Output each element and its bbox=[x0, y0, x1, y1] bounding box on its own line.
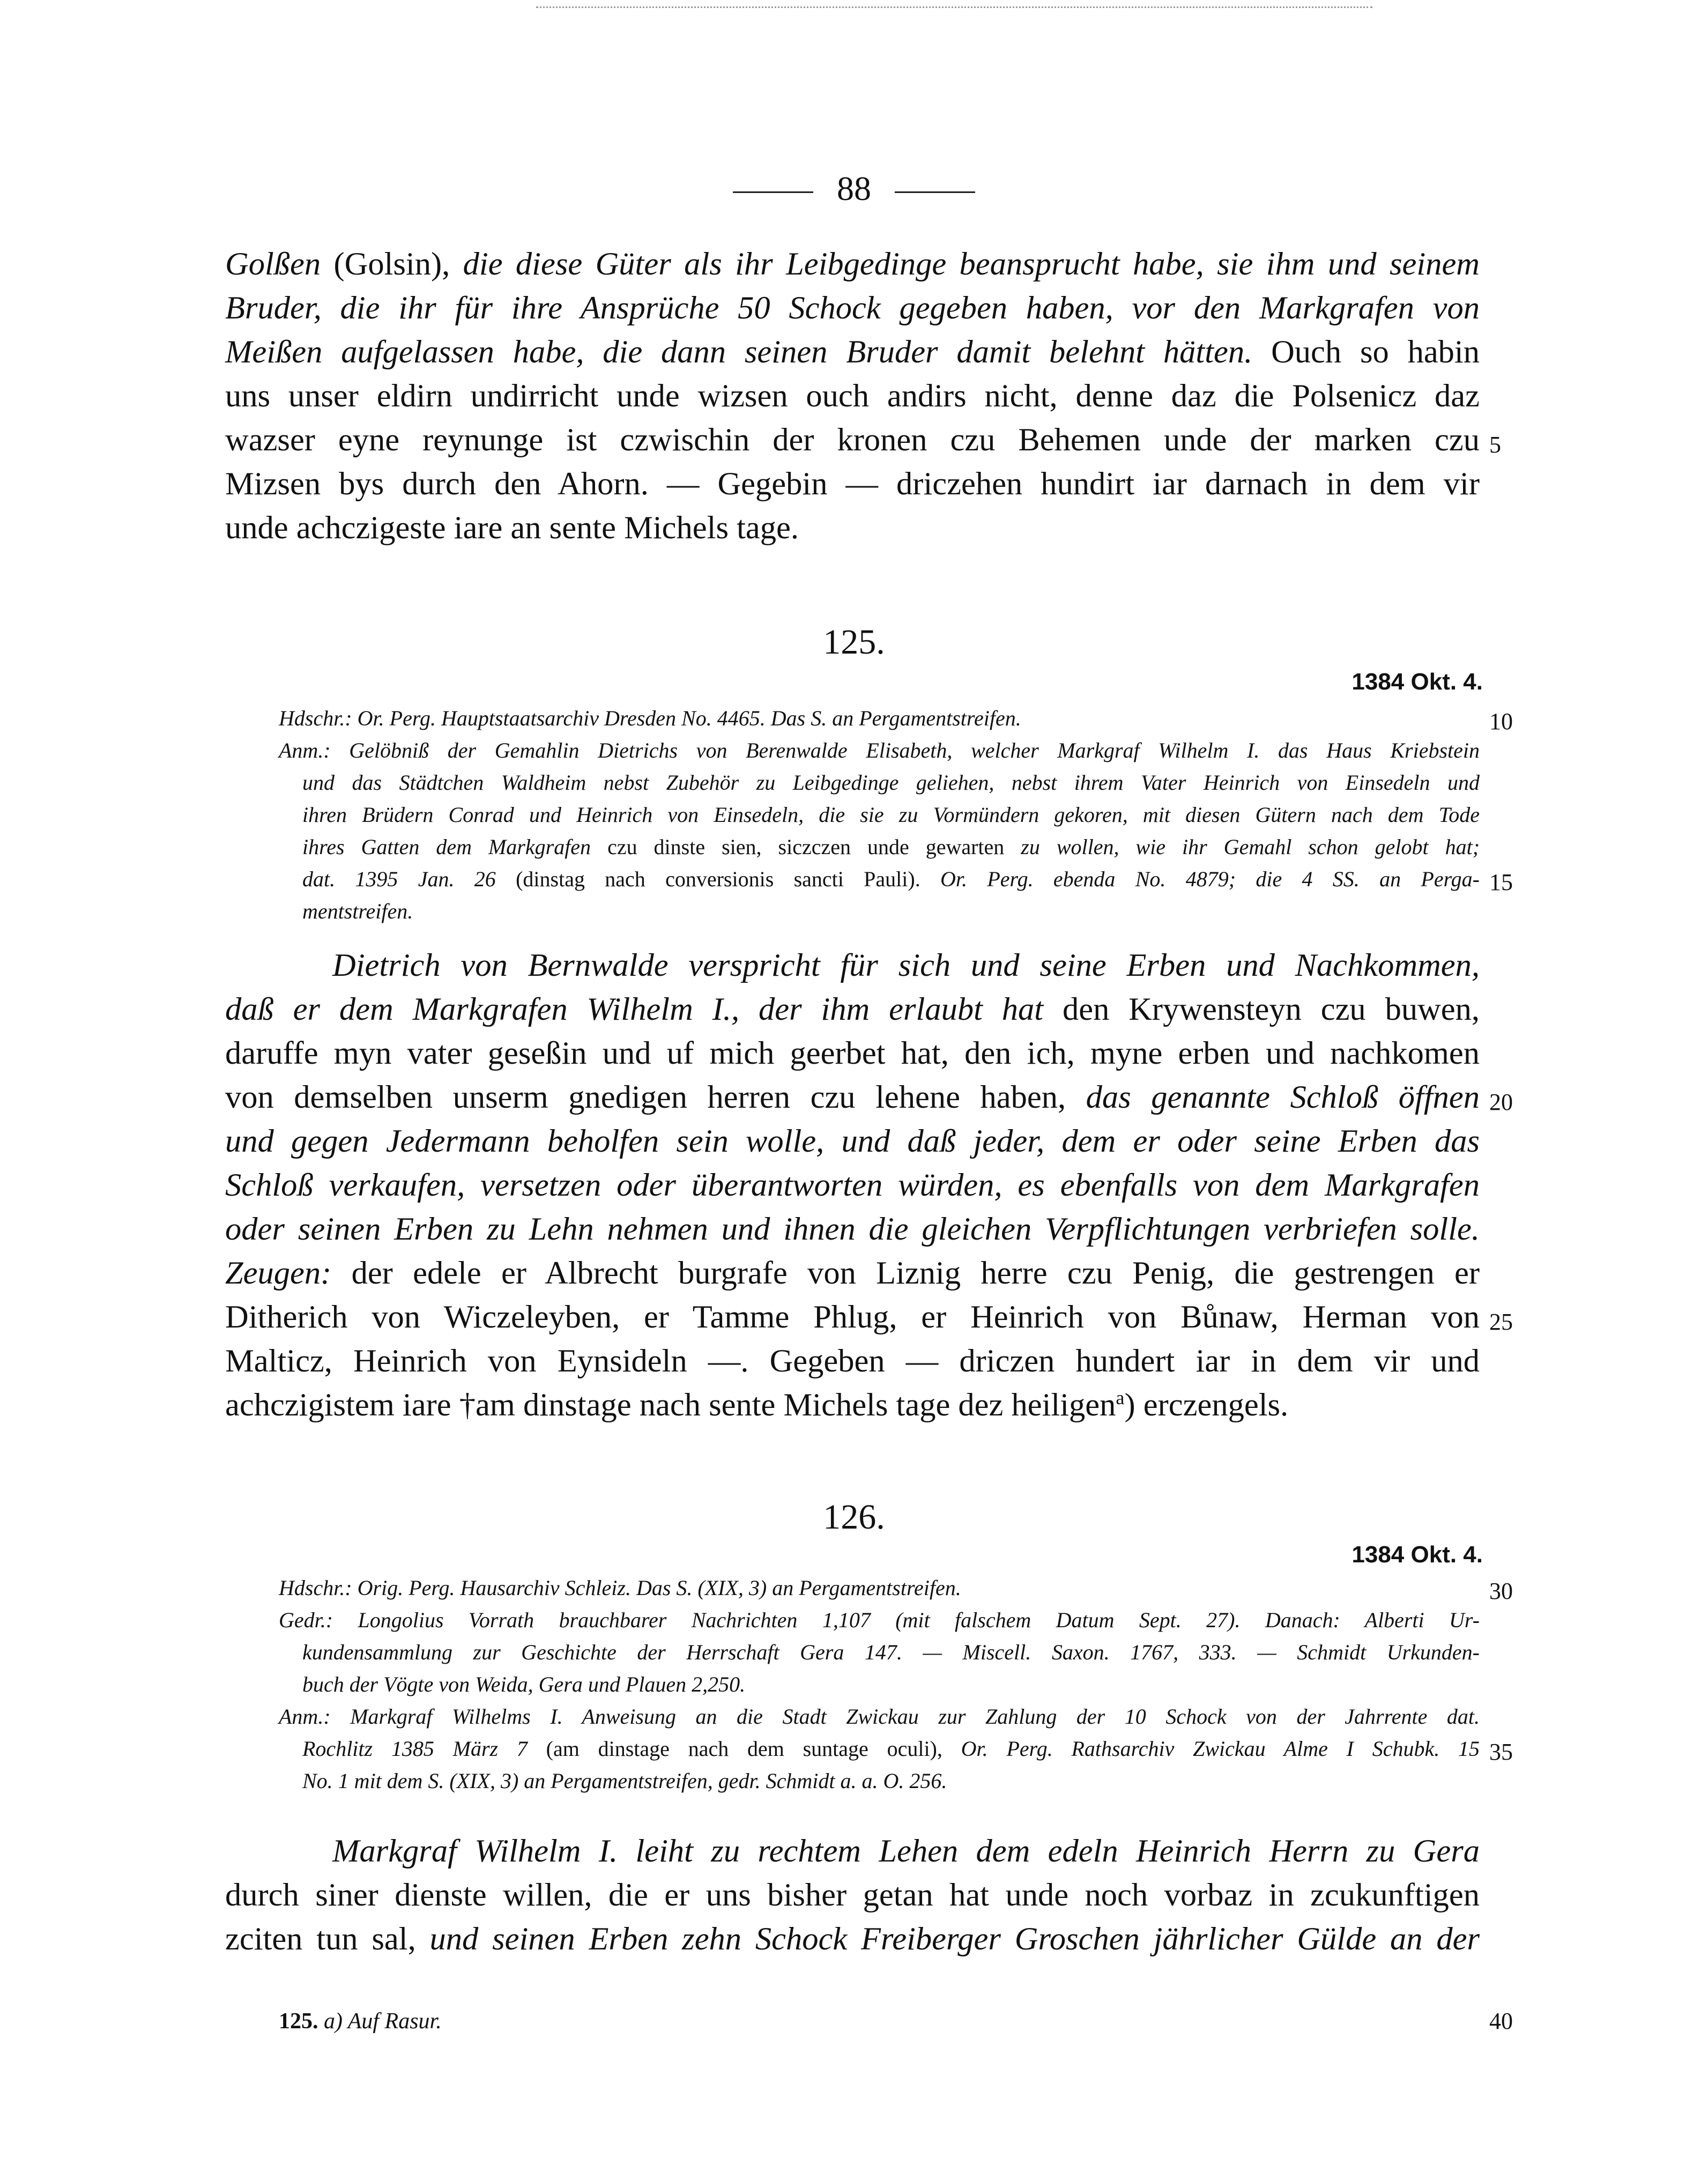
prose-line: uns unser eldirn undirricht unde wizsen ouch andirs nicht, denne daz die Polsenicz daz bbox=[225, 378, 1480, 414]
note-annotation: Anm.: Markgraf Wilhelms I. Anweisung an die Stadt Zwickau zur Zahlung der 10 Schock von der Jahrrente dat. bbox=[279, 1704, 1480, 1729]
prose-line: Golßen (Golsin), die diese Güter als ihr Leibgedinge beansprucht habe, sie ihm und seinem bbox=[225, 246, 1480, 282]
prose-line: von demselben unserm gnedigen herren czu lehene haben, das genannte Schloß öffnen bbox=[225, 1079, 1480, 1115]
regest-126 bbox=[225, 1829, 1480, 1961]
note-annotation-line: dat. 1395 Jan. 26 (dinstag nach conversionis sancti Pauli). Or. Perg. ebenda No. 4879; die 4 SS. an Perga- bbox=[302, 867, 1480, 891]
regest-125 bbox=[225, 944, 1480, 1427]
note-print: Gedr.: Longolius Vorrath brauchbarer Nachrichten 1,107 (mit falschem Datum Sept. 27). Danach: Alberti Ur- bbox=[279, 1608, 1480, 1632]
line-number-5: 5 bbox=[1489, 432, 1501, 458]
note-annotation: Anm.: Gelöbniß der Gemahlin Dietrichs von Berenwalde Elisabeth, welcher Markgraf Wilhelm I. das Haus Kriebstein bbox=[279, 738, 1480, 762]
prose-line: oder seinen Erben zu Lehn nehmen und ihnen die gleichen Verpflichtungen verbriefen solle. bbox=[225, 1211, 1480, 1247]
note-annotation-line: No. 1 mit dem S. (XIX, 3) an Pergamentstreifen, gedr. Schmidt a. a. O. 256. bbox=[302, 1769, 947, 1793]
top-edge-rule bbox=[536, 6, 1372, 8]
prose-line: Bruder, die ihr für ihre Ansprüche 50 Schock gegeben haben, vor den Markgrafen von bbox=[225, 290, 1480, 326]
note-manuscript: Hdschr.: Orig. Perg. Hausarchiv Schleiz. Das S. (XIX, 3) an Pergamentstreifen. bbox=[279, 1576, 961, 1600]
line-number-10: 10 bbox=[1489, 708, 1513, 735]
prose-line: Dietrich von Bernwalde verspricht für sich und seine Erben und Nachkommen, bbox=[332, 947, 1480, 983]
apparatus-125 bbox=[279, 702, 1480, 928]
footnote-marker: a bbox=[1116, 1386, 1125, 1408]
note-manuscript: Hdschr.: Or. Perg. Hauptstaatsarchiv Dresden No. 4465. Das S. an Pergamentstreifen. bbox=[279, 706, 1021, 730]
line-number-40: 40 bbox=[1489, 2008, 1513, 2034]
prose-line: daruffe myn vater geseßin und uf mich geerbet hat, den ich, myne erben und nachkomen bbox=[225, 1035, 1480, 1071]
line-number-15: 15 bbox=[1489, 869, 1513, 895]
note-annotation-line: Rochlitz 1385 März 7 (am dinstage nach dem suntage oculi), Or. Perg. Rathsarchiv Zwickau Alme I Schubk. 15 bbox=[302, 1737, 1480, 1761]
prose-line: Ditherich von Wiczeleyben, er Tamme Phlug, er Heinrich von Bůnaw, Herman von bbox=[225, 1299, 1480, 1335]
prose-line: durch siner dienste willen, die er uns bisher getan hat unde noch vorbaz in zcukunftigen bbox=[225, 1877, 1480, 1913]
line-number-25: 25 bbox=[1489, 1309, 1513, 1335]
prose-line: Meißen aufgelassen habe, die dann seinen Bruder damit belehnt hätten. Ouch so habin bbox=[225, 334, 1480, 370]
prose-line: daß er dem Markgrafen Wilhelm I., der ihm erlaubt hat den Krywensteyn czu buwen, bbox=[225, 991, 1480, 1027]
line-number-35: 35 bbox=[1489, 1739, 1513, 1765]
note-annotation-line: mentstreifen. bbox=[302, 899, 413, 923]
page-number-dash-left bbox=[733, 191, 813, 193]
document-date-125: 1384 Okt. 4. bbox=[1351, 669, 1483, 695]
document-number-126: 126. bbox=[823, 1497, 885, 1537]
prose-line: achczigistem iare †am dinstage nach sente Michels tage dez heiligen$^a$) erczengels. bbox=[225, 1386, 1289, 1423]
prose-line: zciten tun sal, und seinen Erben zehn Schock Freiberger Groschen jährlicher Gülde an der bbox=[225, 1921, 1480, 1957]
note-annotation-line: ihren Brüdern Conrad und Heinrich von Einsedeln, die sie zu Vormündern gekoren, mit diesen Gütern nach dem Tode bbox=[302, 803, 1480, 827]
prose-continuation bbox=[225, 242, 1480, 550]
note-annotation-line: und das Städtchen Waldheim nebst Zubehör zu Leibgedinge geliehen, nebst ihrem Vater Heinrich von Einsedeln und bbox=[302, 770, 1480, 795]
page-number-dash-right bbox=[895, 191, 975, 193]
document-date-126: 1384 Okt. 4. bbox=[1351, 1541, 1483, 1568]
document-number-125: 125. bbox=[823, 622, 885, 662]
line-number-30: 30 bbox=[1489, 1578, 1513, 1604]
prose-line: Zeugen: der edele er Albrecht burgrafe von Liznig herre czu Penig, die gestrengen er bbox=[225, 1255, 1480, 1291]
prose-line: Schloß verkaufen, versetzen oder überantworten würden, es ebenfalls von dem Markgrafen bbox=[225, 1167, 1480, 1203]
apparatus-126 bbox=[279, 1572, 1480, 1797]
note-print-line: buch der Vögte von Weida, Gera und Plauen 2,250. bbox=[302, 1672, 746, 1696]
prose-line: und gegen Jedermann beholfen sein wolle, und daß jeder, dem er oder seine Erben das bbox=[225, 1123, 1480, 1159]
footnote: 125. a) Auf Rasur. bbox=[279, 2009, 442, 2034]
prose-line: Markgraf Wilhelm I. leiht zu rechtem Lehen dem edeln Heinrich Herrn zu Gera bbox=[332, 1833, 1480, 1869]
prose-line: Malticz, Heinrich von Eynsideln —. Gegeben — driczen hundert iar in dem vir und bbox=[225, 1343, 1480, 1379]
prose-line: unde achczigeste iare an sente Michels tage. bbox=[225, 510, 799, 546]
note-annotation-line: ihres Gatten dem Markgrafen czu dinste sien, siczczen unde gewarten zu wollen, wie ihr Gemahl schon gelobt hat; bbox=[302, 835, 1480, 859]
page-number: 88 bbox=[0, 167, 1708, 210]
line-number-20: 20 bbox=[1489, 1089, 1513, 1115]
prose-line: wazser eyne reynunge ist czwischin der kronen czu Behemen unde der marken czu bbox=[225, 422, 1480, 458]
note-print-line: kundensammlung zur Geschichte der Herrschaft Gera 147. — Miscell. Saxon. 1767, 333. — Schmidt Urkunden- bbox=[302, 1640, 1480, 1664]
prose-line: Mizsen bys durch den Ahorn. — Gegebin — driczehen hundirt iar darnach in dem vir bbox=[225, 466, 1480, 502]
